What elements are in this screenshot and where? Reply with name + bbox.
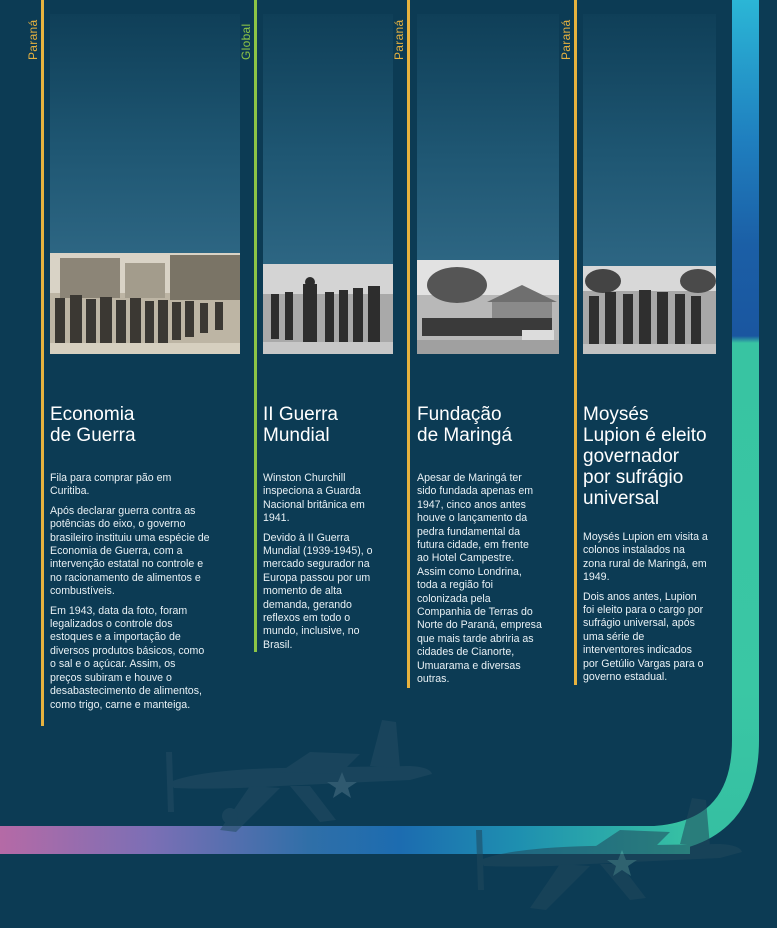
photo-bread-queue: [50, 253, 240, 354]
image-panel: [50, 14, 240, 254]
entry-body: [263, 472, 373, 658]
entry-body: [583, 531, 708, 690]
photo-lupion-visit: [583, 266, 716, 354]
timeline-line: [574, 0, 577, 685]
image-panel: [583, 14, 716, 266]
paragraph: Apesar de Maringá ter sido fundada apenas em 1947, cinco anos antes houve o lançamento da pedra fundamental da futura cidade, em frente ao Hotel Campestre. Assim como Londrina, toda a região foi colonizada pela Companhia de Terras do Norte do Paraná, empresa que mais tarde abriria as cidades de Cianorte, Umuarama e diversas outras.: [417, 472, 542, 686]
airplane-silhouette-icon: [470, 790, 760, 920]
entry-title: II Guerra Mundial: [263, 404, 338, 446]
timeline-line: [407, 0, 410, 688]
entry-title: Moysés Lupion é eleito governador por sufrágio universal: [583, 404, 707, 509]
paragraph: Dois anos antes, Lupion foi eleito para o cargo por sufrágio universal, após uma série de interventores indicados por Getúlio Vargas para o governo estadual.: [583, 590, 704, 684]
entry-title: Fundação de Maringá: [417, 404, 513, 446]
entry-body: [50, 472, 210, 718]
photo-caption: Winston Churchill inspeciona a Guarda Nacional britânica em 1941.: [263, 472, 365, 525]
paragraph: Em 1943, data da foto, foram legalizados o controle dos estoques e a importação de diversos produtos básicos, como o sal e o açúcar. Assim, os preços subiram e houve o desabastecimento de alimentos, como trigo, carne e manteiga.: [50, 604, 205, 711]
region-label: Paraná: [559, 19, 573, 60]
timeline-line: [41, 0, 44, 726]
photo-churchill: [263, 264, 393, 354]
entry-body: [417, 472, 542, 693]
airplane-silhouette-icon: [160, 712, 450, 842]
entry-title: Economia de Guerra: [50, 404, 136, 446]
region-label: Paraná: [392, 19, 406, 60]
photo-maringa-foundation: [417, 260, 559, 354]
timeline-line: [254, 0, 257, 652]
region-label: Global: [239, 23, 253, 60]
image-panel: [263, 14, 393, 264]
image-panel: [417, 14, 559, 260]
photo-caption: Fila para comprar pão em Curitiba.: [50, 472, 172, 498]
paragraph: Devido à II Guerra Mundial (1939-1945), o mercado segurador na Europa passou por um momento de alta demanda, gerando reflexos em todo o mundo, inclusive, no Brasil.: [263, 531, 373, 651]
region-label: Paraná: [26, 19, 40, 60]
paragraph: Após declarar guerra contra as potências do eixo, o governo brasileiro instituiu uma espécie de Economia de Guerra, com a intervenção estatal no controle e no racionamento de alimentos e combustíveis.: [50, 504, 210, 598]
photo-caption: Moysés Lupion em visita a colonos instalados na zona rural de Maringá, em 1949.: [583, 531, 708, 584]
